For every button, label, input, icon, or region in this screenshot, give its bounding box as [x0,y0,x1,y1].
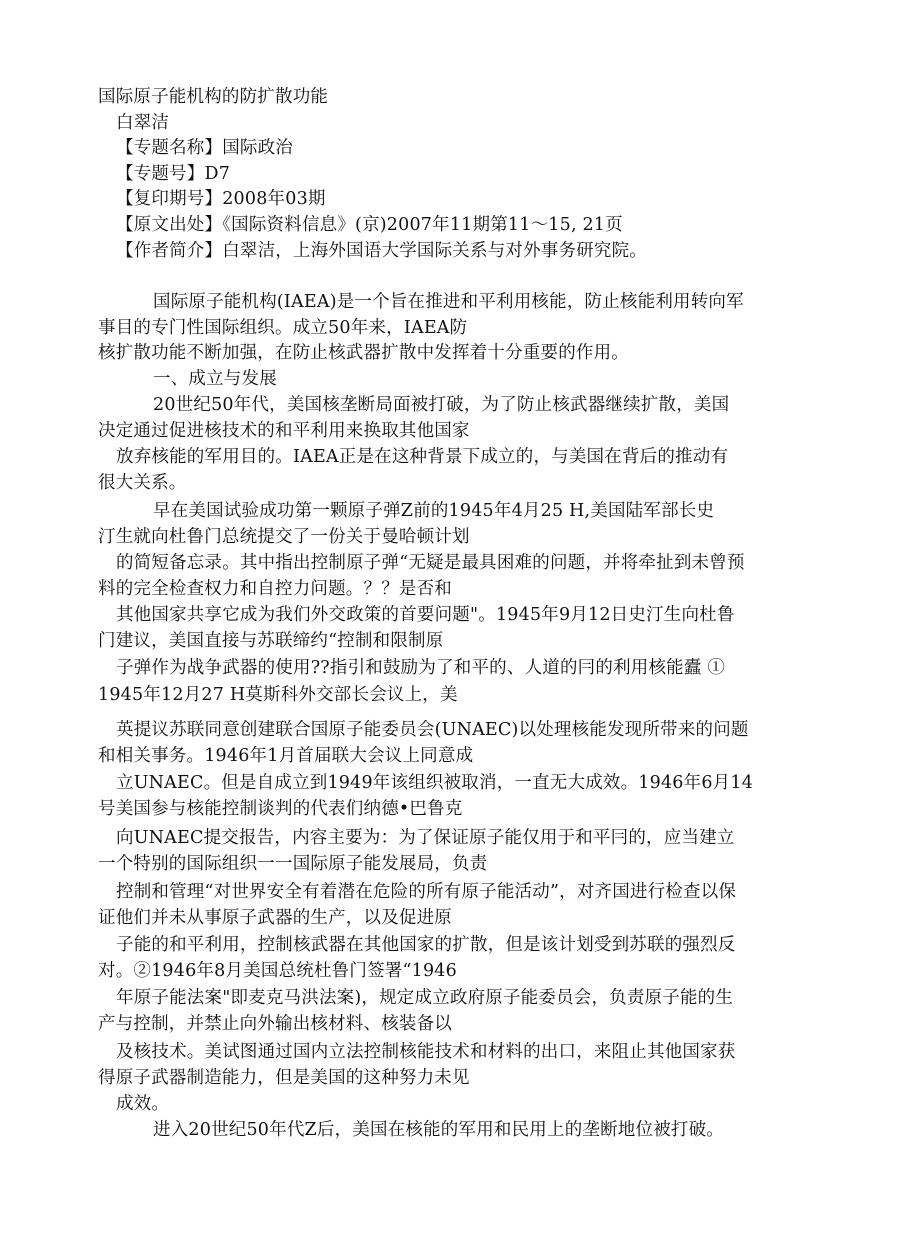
body-line: 放弃核能的军用目的。IAEA正是在这种背景下成立的，与美国在背后的推动有 [116,447,729,467]
body-line: 子弹作为战争武器的使用??指引和鼓励为了和平的、人道的冃的利用核能蠹 ① [116,658,726,678]
body-line: 1945年12月27 H莫斯科外交部长会议上，美 [98,685,458,705]
body-line: 子能的和平利用，控制核武器在其他国家的扩散，但是该计划受到苏联的强烈反 [116,935,736,955]
body-line: 事目的专门性国际组织。成立50年来，IAEA防 [98,318,468,338]
body-line: 汀生就向杜鲁门总统提交了一份关于曼哈顿计划 [98,527,470,547]
meta-author-intro: 【作者简介】白翠洁，上海外国语大学国际关系与对外事务研究院。 [116,241,647,261]
section-heading: 一、成立与发展 [153,369,277,389]
body-line: 和相关事务。1946年1月首届联大会议上同意成 [98,746,474,766]
body-line: 20世纪50年代，美国核垄断局面被打破，为了防止核武器继续扩散，美国 [153,395,730,415]
body-line: 证他们并未从事原子武器的生产，以及促进原 [98,908,452,928]
meta-topic-code: 【专题号】D7 [116,164,231,184]
body-line: 门建议，美国直接与苏联缔约“控制和限制原 [98,631,444,651]
body-line: 对。②1946年8月美国总统杜鲁门签署“1946 [98,961,457,981]
body-line: 其他国家共享它成为我们外交政策的首要问题"。1945年9月12日史汀生向杜鲁 [116,605,735,625]
body-line: 产与控制，并禁止向外输出核材料、核装备以 [98,1014,452,1034]
body-line: 向UNAEC提交报告，内容主要为：为了保证原子能仅用于和平冃的，应当建立 [116,828,735,848]
body-line: 立UNAEC。但是自成立到1949年该组织被取消，一直无大成效。1946年6月14 [116,773,754,793]
meta-topic-name: 【专题名称】国际政治 [116,138,293,158]
body-line: 的简短备忘录。其中指出控制原子弹“无疑是最具困难的问题，并将牵扯到未曾预 [116,553,745,573]
body-line: 及核技术。美试图通过国内立法控制核能技术和材料的出口，来阻止其他国家获 [116,1042,736,1062]
body-line: 很大关系。 [98,473,187,493]
body-line: 得原子武器制造能力，但是美国的这种努力未见 [98,1068,470,1088]
body-line: 号美国参与核能控制谈判的代表们纳德•巴鲁克 [98,799,463,819]
body-line: 决定通过促进核技术的和平利用来换取其他国家 [98,421,470,441]
body-line: 核扩散功能不断加强，在防止核武器扩散中发挥着十分重要的作用。 [98,343,629,363]
body-line: 年原子能法案"即麦克马洪法案)，规定成立政府原子能委员会，负责原子能的生 [116,988,734,1008]
meta-issue: 【复印期号】2008年03期 [116,189,326,209]
body-line: 国际原子能机构(IAEA)是一个旨在推进和平利用核能，防止核能利用转向军 [153,292,744,312]
body-line: 早在美国试验成功第一颗原子弹Z前的1945年4月25 H,美国陆军部长史 [153,501,715,521]
body-line: 控制和管理“对世界安全有着潜在危险的所有原子能活动”，对齐国进行检查以保 [116,882,737,902]
body-line: 料的完全检查权力和自控力问题。？？是否和 [98,579,452,599]
body-line: 成效。 [116,1094,170,1114]
body-line: 英提议苏联同意创建联合国原子能委员会(UNAEC)以处理核能发现所带来的问题 [116,720,749,740]
author-name: 白翠洁 [116,113,170,133]
document-title: 国际原子能机构的防扩散功能 [98,87,329,107]
meta-source: 【原文出处】《国际资料信息》(京)2007年11期第11～15, 21页 [116,215,623,235]
body-line: 进入20世纪50年代Z后，美国在核能的军用和民用上的垄断地位被打破。 [153,1120,724,1140]
body-line: 一个特别的国际组织一一国际原子能发展局，负责 [98,854,488,874]
